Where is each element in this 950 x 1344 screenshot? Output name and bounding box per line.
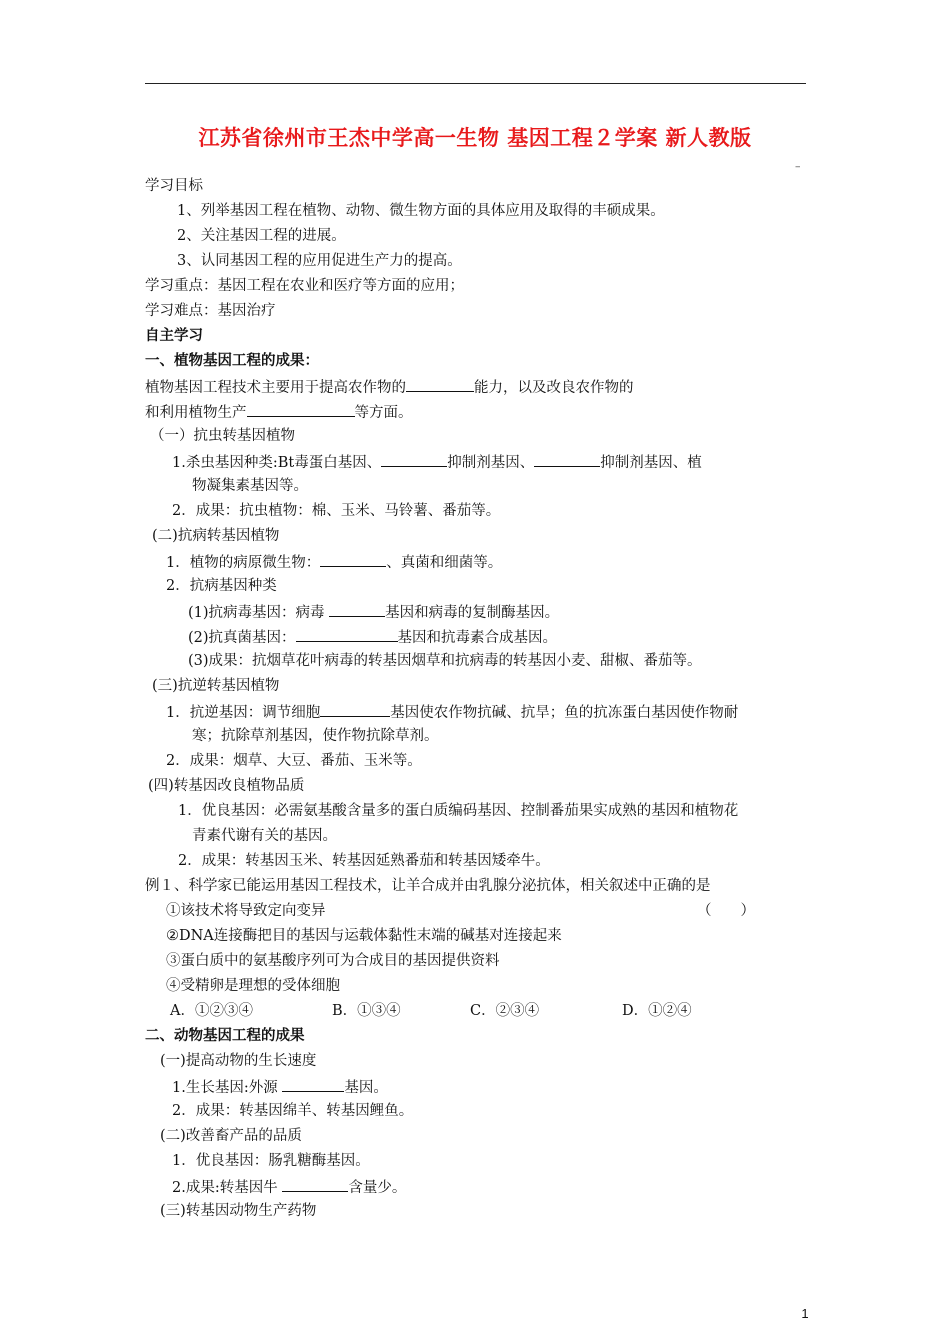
list-item (172, 1177, 406, 1197)
goal-item: 2、关注基因工程的进展。 (177, 228, 346, 244)
choice-d: D．①②④ (622, 1003, 692, 1019)
item-text: 抑制剂基因、 (447, 455, 535, 471)
fill-blank[interactable] (534, 452, 600, 467)
section2-heading: 二、动物基因工程的成果 (145, 1028, 305, 1044)
item-text: 抑制剂基因、植 (600, 455, 702, 471)
subsection-title: (三)转基因动物生产药物 (160, 1203, 317, 1219)
subsection-title: （一）抗虫转基因植物 (150, 428, 295, 444)
list-item (172, 452, 702, 472)
page-title: 江苏省徐州市王杰中学高一生物 基因工程２学案 新人教版 (198, 126, 752, 150)
example-option: ①该技术将导致定向变异 (166, 903, 326, 919)
list-item-cont: 青素代谢有关的基因。 (192, 828, 337, 844)
choice-a: A．①②③④ (170, 1003, 253, 1019)
list-item: 2．成果：抗虫植物：棉、玉米、马铃薯、番茄等。 (172, 503, 501, 519)
list-item (166, 702, 738, 722)
answer-bracket: （ ） (697, 903, 755, 919)
subsection-title: (四)转基因改良植物品质 (148, 778, 305, 794)
header-rule (145, 83, 806, 84)
fill-blank[interactable] (296, 627, 398, 642)
section1-intro (145, 377, 634, 397)
item-text: 基因和抗毒素合成基因。 (397, 630, 558, 646)
list-item-cont: 寒；抗除草剂基因，使作物抗除草剂。 (192, 728, 439, 744)
list-item: 1．优良基因：必需氨基酸含量多的蛋白质编码基因、控制番茄果实成熟的基因和植物花 (178, 803, 739, 819)
choice-b: B．①③④ (332, 1003, 401, 1019)
item-text: 基因。 (344, 1080, 388, 1096)
item-text: (1)抗病毒基因：病毒 (188, 605, 325, 621)
list-item-cont: 物凝集素基因等。 (192, 478, 308, 494)
intro-text: 能力，以及改良农作物的 (474, 380, 634, 396)
fill-blank[interactable] (406, 377, 474, 392)
choice-c: C．②③④ (470, 1003, 540, 1019)
item-text: 1．抗逆基因：调节细胞 (166, 705, 321, 721)
list-item (166, 552, 502, 572)
example-option: ④受精卵是理想的受体细胞 (166, 978, 340, 994)
item-text: 2.成果:转基因牛 (172, 1180, 278, 1196)
item-text: 基因使农作物抗碱、抗旱；鱼的抗冻蛋白基因使作物耐 (390, 705, 739, 721)
example-option: ②DNA连接酶把目的基因与运载体黏性末端的碱基对连接起来 (166, 928, 562, 944)
header-dash: – (795, 160, 801, 173)
subsection-title: (一)提高动物的生长速度 (160, 1053, 317, 1069)
fill-blank[interactable] (282, 1077, 344, 1092)
fill-blank[interactable] (320, 702, 390, 717)
list-item: (3)成果：抗烟草花叶病毒的转基因烟草和抗病毒的转基因小麦、甜椒、番茄等。 (188, 653, 702, 669)
difficulty: 学习难点：基因治疗 (145, 303, 276, 319)
intro-text: 和利用植物生产 (145, 405, 247, 421)
list-item: 2．成果：转基因绵羊、转基因鲤鱼。 (172, 1103, 414, 1119)
item-text: (2)抗真菌基因： (188, 630, 296, 646)
intro-text: 植物基因工程技术主要用于提高农作物的 (145, 380, 406, 396)
key-point: 学习重点：基因工程在农业和医疗等方面的应用； (145, 278, 464, 294)
example-option: ③蛋白质中的氨基酸序列可为合成目的基因提供资料 (166, 953, 500, 969)
page-number: 1 (801, 1306, 809, 1321)
list-item (188, 627, 557, 647)
item-text: 、真菌和细菌等。 (386, 555, 503, 571)
section1-heading: 一、植物基因工程的成果： (145, 353, 319, 369)
list-item: 2．成果：转基因玉米、转基因延熟番茄和转基因矮牵牛。 (178, 853, 550, 869)
goal-item: 1、列举基因工程在植物、动物、微生物方面的具体应用及取得的丰硕成果。 (177, 203, 665, 219)
list-item (172, 1077, 388, 1097)
item-text: 1.生长基因:外源 (172, 1080, 278, 1096)
subsection-title: (二)改善畜产品的品质 (160, 1128, 302, 1144)
goal-item: 3、认同基因工程的应用促进生产力的提高。 (177, 253, 462, 269)
goals-heading: 学习目标 (145, 178, 203, 194)
fill-blank[interactable] (381, 452, 447, 467)
subsection-title: (三)抗逆转基因植物 (152, 678, 280, 694)
list-item (188, 602, 559, 622)
list-item: 1．优良基因：肠乳糖酶基因。 (172, 1153, 370, 1169)
fill-blank[interactable] (320, 552, 386, 567)
list-item: 2．抗病基因种类 (166, 578, 277, 594)
item-text: 1．植物的病原微生物： (166, 555, 321, 571)
subsection-title: (二)抗病转基因植物 (152, 528, 280, 544)
list-item: 2．成果：烟草、大豆、番茄、玉米等。 (166, 753, 422, 769)
self-study-heading: 自主学习 (145, 328, 203, 344)
example-stem: 例１、科学家已能运用基因工程技术，让羊合成并由乳腺分泌抗体，相关叙述中正确的是 (145, 878, 711, 894)
item-text: 基因和病毒的复制酶基因。 (385, 605, 560, 621)
fill-blank[interactable] (282, 1177, 348, 1192)
intro-text: 等方面。 (354, 405, 413, 421)
item-text: 1.杀虫基因种类:Bt毒蛋白基因、 (172, 455, 382, 471)
fill-blank[interactable] (247, 402, 355, 417)
section1-intro-2 (145, 402, 413, 422)
fill-blank[interactable] (329, 602, 385, 617)
item-text: 含量少。 (348, 1180, 407, 1196)
